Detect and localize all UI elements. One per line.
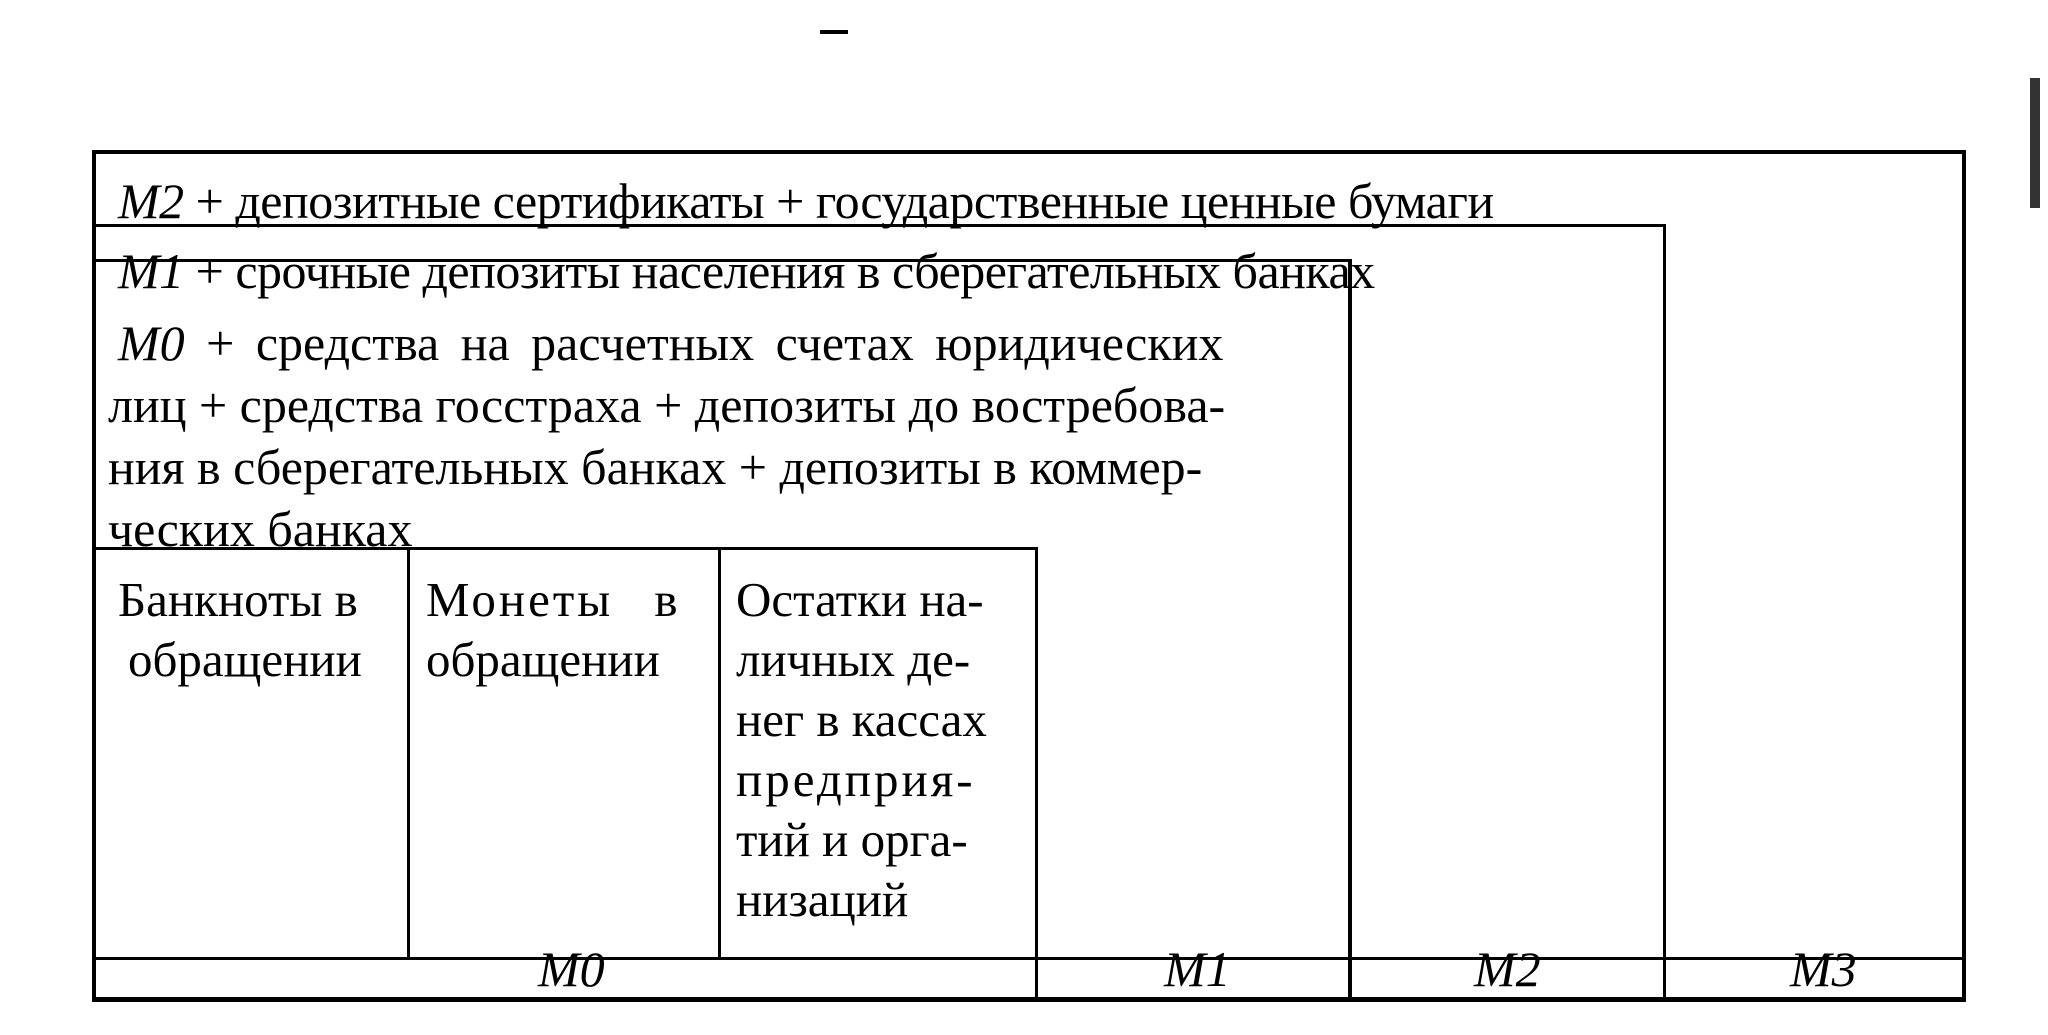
cell-cash-line-2: личных де- [736, 632, 971, 687]
label-divider-2 [1348, 957, 1352, 1001]
cell-cash-line-6: низаций [736, 872, 909, 927]
label-m1: M1 [1164, 941, 1231, 997]
m0-line-1-text: + средства на расчетных счетах юридических [184, 315, 1224, 371]
m0-row-line-1 [118, 315, 1224, 371]
m0-row-line-3: ния в сберегательных банках + депозиты в коммер- [108, 439, 1203, 495]
cell-banknotes-line-1: Банкноты в [118, 572, 358, 627]
cell-banknotes [118, 570, 362, 690]
label-m2: M2 [1474, 941, 1541, 997]
m1-prefix: M1 [118, 243, 184, 299]
m0-row-line-2: лиц + средства госстраха + депозиты до востребова- [108, 377, 1226, 433]
label-divider-3 [1663, 957, 1666, 1001]
cell-cash-line-1: Остатки на- [736, 572, 984, 627]
outer-bottom-border [92, 997, 1966, 1002]
scan-edge-mark [2030, 78, 2040, 208]
m0-frame-right [1348, 259, 1352, 959]
m0-prefix: M0 [118, 315, 185, 371]
label-divider-1 [1035, 957, 1038, 1001]
top-tick [820, 30, 848, 34]
cell-cash-line-4: предприя- [736, 752, 976, 807]
outer-right-border [1962, 150, 1966, 1002]
m2-prefix: M2 [118, 173, 184, 229]
m2-description: + депозитные сертификаты + государственные ценные бумаги [183, 173, 1494, 229]
cell-divider-1 [407, 547, 410, 959]
outer-left-border [92, 150, 96, 1002]
cell-cash-line-3: нег в кассах [736, 692, 987, 747]
cell-divider-2 [718, 547, 721, 959]
label-row-top [92, 957, 1966, 960]
cell-banknotes-line-2: обращении [128, 632, 362, 687]
m1-row-text [118, 243, 1375, 299]
cell-coins-line-2: обращении [426, 632, 660, 687]
m2-row-text [118, 173, 1494, 229]
m0-row-line-4: ческих банках [108, 501, 413, 557]
cell-coins-line-1: Монеты в [426, 572, 681, 627]
label-m3: M3 [1790, 941, 1857, 997]
cell-coins [426, 570, 681, 690]
cells-frame-right [1035, 547, 1038, 959]
cell-cash-line-5: тий и орга- [736, 812, 968, 867]
label-m0: M0 [538, 941, 605, 997]
m1-description: + срочные депозиты населения в сберегательных банках [183, 243, 1375, 299]
outer-top-border [92, 150, 1966, 154]
cell-cash-remainders [736, 570, 987, 930]
m1-frame-right [1663, 224, 1666, 959]
